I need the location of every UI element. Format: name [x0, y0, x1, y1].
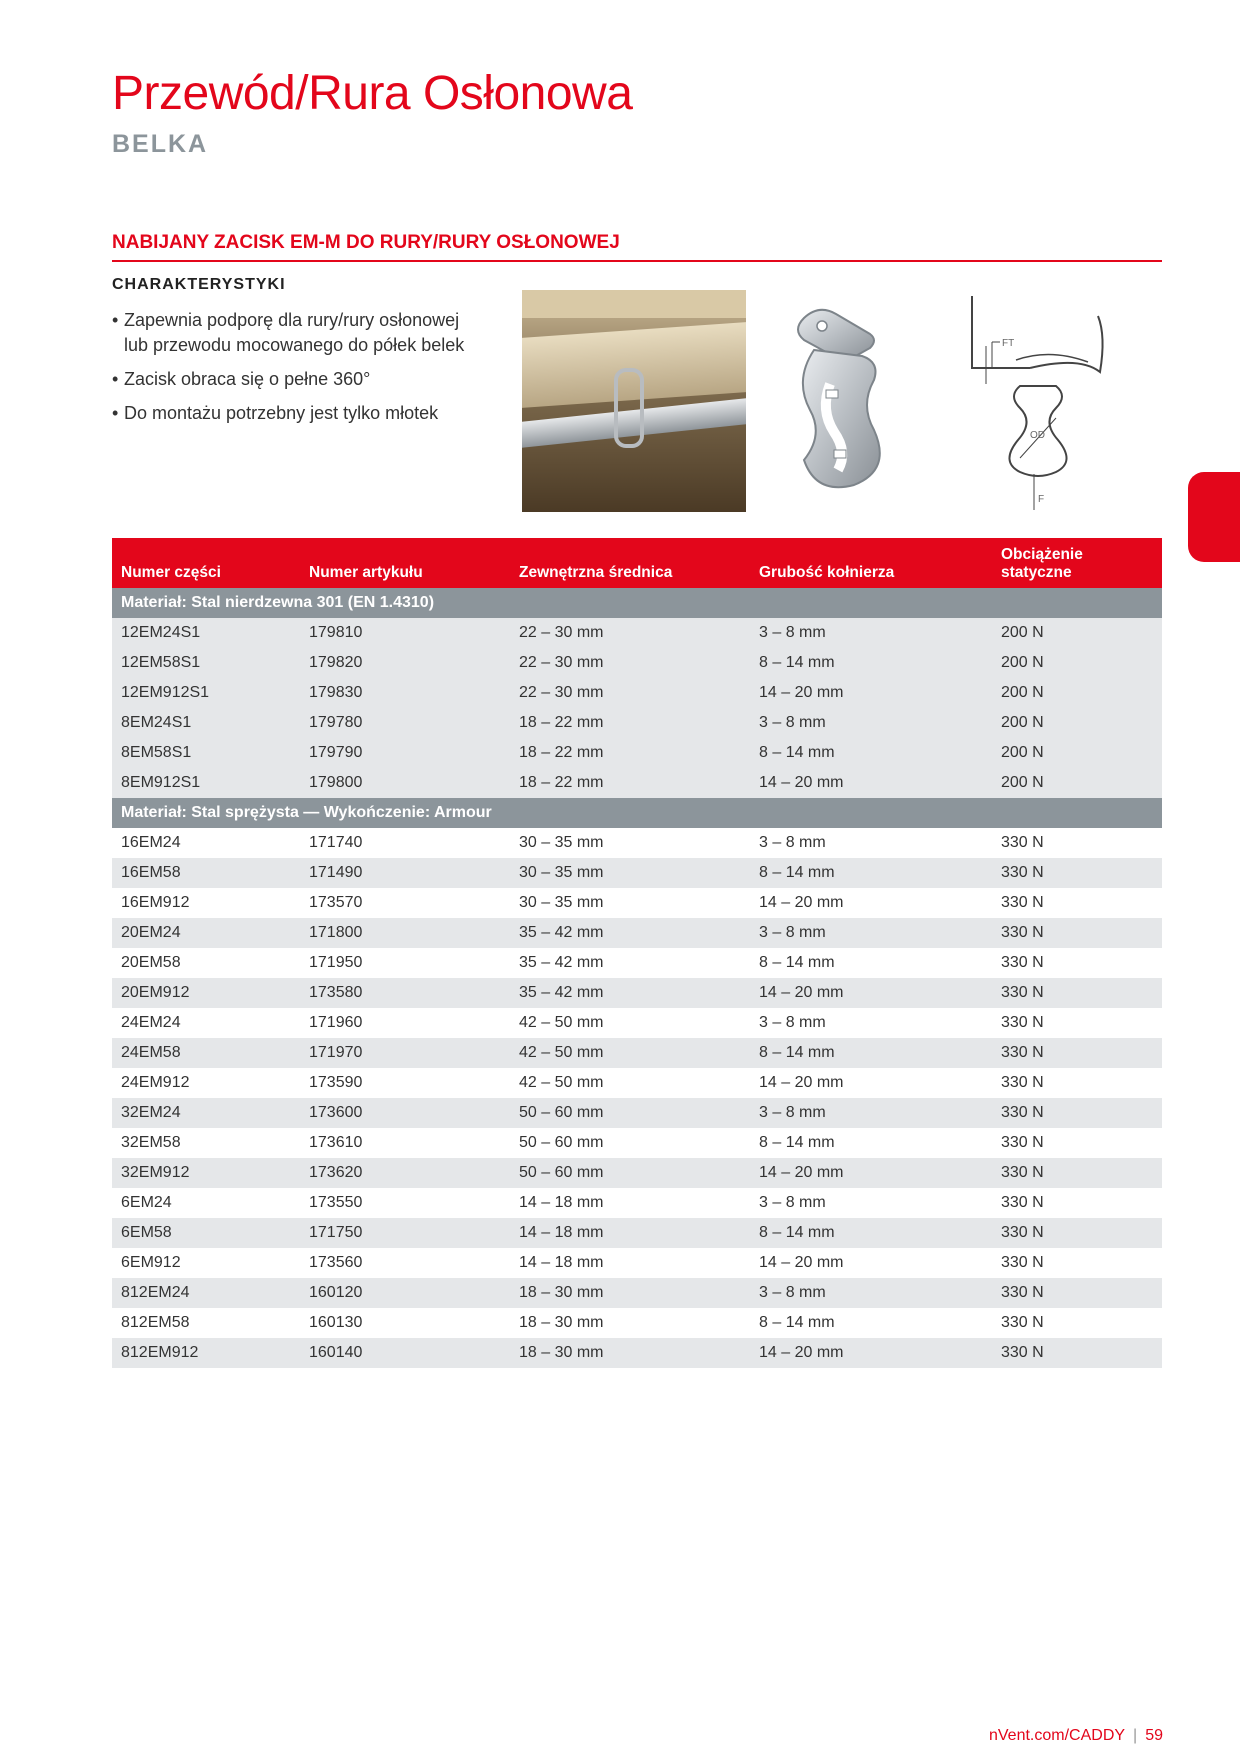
- page-subtitle: BELKA: [112, 130, 209, 158]
- table-row: [112, 648, 1162, 678]
- table-cell: 330 N: [1001, 1194, 1044, 1211]
- table-cell: 50 – 60 mm: [510, 1158, 750, 1188]
- header-outer-diameter: Zewnętrzna średnica: [510, 538, 750, 588]
- table-cell: 14 – 20 mm: [750, 768, 992, 798]
- table-cell: 14 – 20 mm: [750, 678, 992, 708]
- table-cell: 173550: [309, 1194, 363, 1211]
- table-cell: 14 – 20 mm: [750, 978, 992, 1008]
- page-title: Przewód/Rura Osłonowa: [112, 67, 633, 120]
- table-cell: 6EM24: [121, 1194, 172, 1211]
- table-cell: 3 – 8 mm: [759, 834, 826, 851]
- dimension-drawing: [960, 296, 1110, 514]
- table-row: [112, 678, 1162, 708]
- table-cell: 30 – 35 mm: [519, 894, 604, 911]
- table-cell: 32EM24: [112, 1098, 300, 1128]
- header-flange-thickness: Grubość kołnierza: [750, 538, 992, 588]
- table-cell: 22 – 30 mm: [510, 678, 750, 708]
- table-cell: 8 – 14 mm: [750, 738, 992, 768]
- table-cell: 35 – 42 mm: [519, 954, 604, 971]
- table-cell: 173620: [300, 1158, 510, 1188]
- f-label: F: [1038, 494, 1045, 505]
- table-cell: 3 – 8 mm: [759, 1014, 826, 1031]
- table-cell: 179820: [300, 648, 510, 678]
- table-cell: 171970: [300, 1038, 510, 1068]
- table-cell: 16EM58: [112, 858, 300, 888]
- table-cell: 160120: [300, 1278, 510, 1308]
- table-cell: 8 – 14 mm: [759, 1134, 835, 1151]
- table-cell: 18 – 30 mm: [510, 1278, 750, 1308]
- table-cell: 179830: [300, 678, 510, 708]
- table-cell: 179780: [300, 708, 510, 738]
- ft-label: FT: [1002, 338, 1015, 349]
- table-row: [112, 948, 1162, 978]
- table-cell: 6EM912: [121, 1254, 181, 1271]
- feature-item: • Do montażu potrzebny jest tylko młotek: [112, 401, 472, 426]
- table-cell: 6EM58: [112, 1218, 300, 1248]
- table-cell: 330 N: [1001, 954, 1044, 971]
- table-cell: 42 – 50 mm: [519, 1074, 604, 1091]
- table-cell: 14 – 18 mm: [519, 1194, 604, 1211]
- table-cell: 812EM912: [112, 1338, 300, 1368]
- page-number: 59: [1145, 1727, 1163, 1744]
- table-cell: 200 N: [992, 618, 1162, 648]
- table-row: [112, 858, 1162, 888]
- photo-clip: [614, 368, 644, 448]
- table-cell: 160140: [300, 1338, 510, 1368]
- table-cell: 22 – 30 mm: [510, 648, 750, 678]
- table-cell: 3 – 8 mm: [750, 708, 992, 738]
- table-row: [112, 1098, 1162, 1128]
- table-row: [112, 1068, 1162, 1098]
- table-row: [112, 1278, 1162, 1308]
- header-article-number: Numer artykułu: [300, 538, 510, 588]
- table-cell: 12EM58S1: [112, 648, 300, 678]
- table-cell: 330 N: [992, 1278, 1162, 1308]
- table-cell: 22 – 30 mm: [510, 618, 750, 648]
- table-cell: 14 – 20 mm: [759, 1074, 844, 1091]
- table-cell: 200 N: [992, 708, 1162, 738]
- table-cell: 171490: [300, 858, 510, 888]
- table-cell: 173560: [309, 1254, 363, 1271]
- table-cell: 173570: [309, 894, 363, 911]
- table-cell: 171950: [309, 954, 363, 971]
- table-cell: 330 N: [992, 1338, 1162, 1368]
- table-cell: 8 – 14 mm: [750, 1218, 992, 1248]
- table-cell: 3 – 8 mm: [750, 618, 992, 648]
- table-row: [112, 1128, 1162, 1158]
- table-cell: 24EM58: [112, 1038, 300, 1068]
- feature-item: • Zapewnia podporę dla rury/rury osłonowej lub przewodu mocowanego do półek belek: [112, 308, 472, 358]
- table-cell: 42 – 50 mm: [510, 1038, 750, 1068]
- table-cell: 42 – 50 mm: [519, 1014, 604, 1031]
- table-cell: 16EM912: [121, 894, 190, 911]
- table-cell: 200 N: [992, 648, 1162, 678]
- table-cell: 14 – 18 mm: [519, 1254, 604, 1271]
- table-cell: 14 – 18 mm: [510, 1218, 750, 1248]
- table-row: [112, 1218, 1162, 1248]
- table-row: [112, 768, 1162, 798]
- table-cell: 20EM58: [121, 954, 181, 971]
- table-cell: 173590: [309, 1074, 363, 1091]
- table-cell: 330 N: [1001, 834, 1044, 851]
- table-cell: 3 – 8 mm: [750, 918, 992, 948]
- table-cell: 330 N: [992, 1098, 1162, 1128]
- table-row: [112, 978, 1162, 1008]
- table-cell: 330 N: [1001, 1014, 1044, 1031]
- table-cell: 20EM24: [112, 918, 300, 948]
- table-cell: 171740: [309, 834, 363, 851]
- table-row: [112, 918, 1162, 948]
- table-cell: 173610: [309, 1134, 363, 1151]
- table-cell: 18 – 30 mm: [510, 1338, 750, 1368]
- table-cell: 330 N: [1001, 1074, 1044, 1091]
- table-cell: 18 – 30 mm: [519, 1314, 604, 1331]
- table-cell: 32EM58: [121, 1134, 181, 1151]
- table-cell: 18 – 22 mm: [510, 738, 750, 768]
- installation-photo: [522, 290, 746, 512]
- table-cell: 173580: [300, 978, 510, 1008]
- table-cell: 171800: [300, 918, 510, 948]
- table-cell: 14 – 20 mm: [759, 1254, 844, 1271]
- table-cell: 3 – 8 mm: [759, 1194, 826, 1211]
- table-cell: 12EM24S1: [112, 618, 300, 648]
- table-cell: 8EM24S1: [112, 708, 300, 738]
- table-cell: 200 N: [992, 768, 1162, 798]
- table-cell: 8EM58S1: [112, 738, 300, 768]
- features-heading: CHARAKTERYSTYKI: [112, 276, 286, 293]
- table-cell: 330 N: [992, 918, 1162, 948]
- table-cell: 171960: [309, 1014, 363, 1031]
- table-cell: 330 N: [1001, 1314, 1044, 1331]
- table-cell: 179810: [300, 618, 510, 648]
- header-part-number: Numer części: [112, 538, 300, 588]
- table-cell: 18 – 22 mm: [510, 768, 750, 798]
- footer-separator: |: [1133, 1727, 1138, 1744]
- table-cell: 20EM912: [112, 978, 300, 1008]
- table-row: [112, 618, 1162, 648]
- table-cell: 18 – 22 mm: [510, 708, 750, 738]
- table-cell: 330 N: [1001, 1254, 1044, 1271]
- table-cell: 200 N: [992, 738, 1162, 768]
- table-cell: 160130: [309, 1314, 363, 1331]
- features-list: [112, 308, 472, 435]
- clip-product-image: [774, 300, 904, 500]
- table-cell: 50 – 60 mm: [510, 1098, 750, 1128]
- table-cell: 14 – 20 mm: [750, 1338, 992, 1368]
- table-cell: 35 – 42 mm: [510, 978, 750, 1008]
- table-cell: 14 – 20 mm: [750, 1158, 992, 1188]
- table-cell: 330 N: [992, 858, 1162, 888]
- footer-site: nVent.com/CADDY: [988, 1727, 1126, 1744]
- footer: [989, 1727, 1163, 1745]
- section-title: NABIJANY ZACISK EM-M DO RURY/RURY OSŁONOWEJ: [112, 232, 1162, 262]
- table-cell: 3 – 8 mm: [750, 1278, 992, 1308]
- material-group-row: [112, 588, 1162, 618]
- table-cell: 12EM912S1: [112, 678, 300, 708]
- table-row: [112, 1188, 1162, 1218]
- feature-item: • Zacisk obraca się o pełne 360°: [112, 367, 472, 392]
- table-cell: 200 N: [992, 678, 1162, 708]
- table-cell: 8EM912S1: [112, 768, 300, 798]
- material-group-label: Materiał: Stal nierdzewna 301 (EN 1.4310): [112, 588, 1162, 618]
- table-row: [112, 888, 1162, 918]
- table-row: [112, 1338, 1162, 1368]
- table-cell: 330 N: [992, 1158, 1162, 1188]
- table-row: [112, 738, 1162, 768]
- table-cell: 812EM24: [112, 1278, 300, 1308]
- table-row: [112, 1158, 1162, 1188]
- material-group-row: [112, 798, 1162, 828]
- table-cell: 14 – 20 mm: [759, 894, 844, 911]
- table-row: [112, 708, 1162, 738]
- table-cell: 812EM58: [121, 1314, 190, 1331]
- table-cell: 179800: [300, 768, 510, 798]
- specification-table: [112, 538, 1162, 1368]
- table-row: [112, 828, 1162, 858]
- material-group-label: Materiał: Stal sprężysta — Wykończenie: Armour: [112, 798, 1162, 828]
- table-cell: 24EM24: [121, 1014, 181, 1031]
- table-cell: 30 – 35 mm: [510, 858, 750, 888]
- table-cell: 8 – 14 mm: [750, 648, 992, 678]
- table-row: [112, 1038, 1162, 1068]
- table-cell: 8 – 14 mm: [750, 1038, 992, 1068]
- table-cell: 330 N: [992, 978, 1162, 1008]
- table-header-row: [112, 538, 1162, 588]
- table-cell: 171750: [300, 1218, 510, 1248]
- table-cell: 16EM24: [121, 834, 181, 851]
- table-row: [112, 1008, 1162, 1038]
- od-label: OD: [1030, 430, 1045, 441]
- table-cell: 330 N: [992, 1218, 1162, 1248]
- photo-beam-top: [522, 290, 746, 318]
- table-cell: 50 – 60 mm: [519, 1134, 604, 1151]
- header-static-load: Obciążenie statyczne: [992, 538, 1162, 588]
- table-cell: 8 – 14 mm: [759, 1314, 835, 1331]
- table-cell: 32EM912: [112, 1158, 300, 1188]
- table-body: [112, 588, 1162, 1368]
- table-cell: 330 N: [1001, 1134, 1044, 1151]
- table-row: [112, 1308, 1162, 1338]
- table-cell: 8 – 14 mm: [750, 858, 992, 888]
- table-cell: 330 N: [992, 1038, 1162, 1068]
- table-cell: 8 – 14 mm: [759, 954, 835, 971]
- table-cell: 173600: [300, 1098, 510, 1128]
- table-cell: 179790: [300, 738, 510, 768]
- table-cell: 30 – 35 mm: [519, 834, 604, 851]
- table-cell: 330 N: [1001, 894, 1044, 911]
- table-cell: 24EM912: [121, 1074, 190, 1091]
- table-cell: 3 – 8 mm: [750, 1098, 992, 1128]
- table-row: [112, 1248, 1162, 1278]
- table-cell: 35 – 42 mm: [510, 918, 750, 948]
- chapter-tab: [1188, 472, 1240, 562]
